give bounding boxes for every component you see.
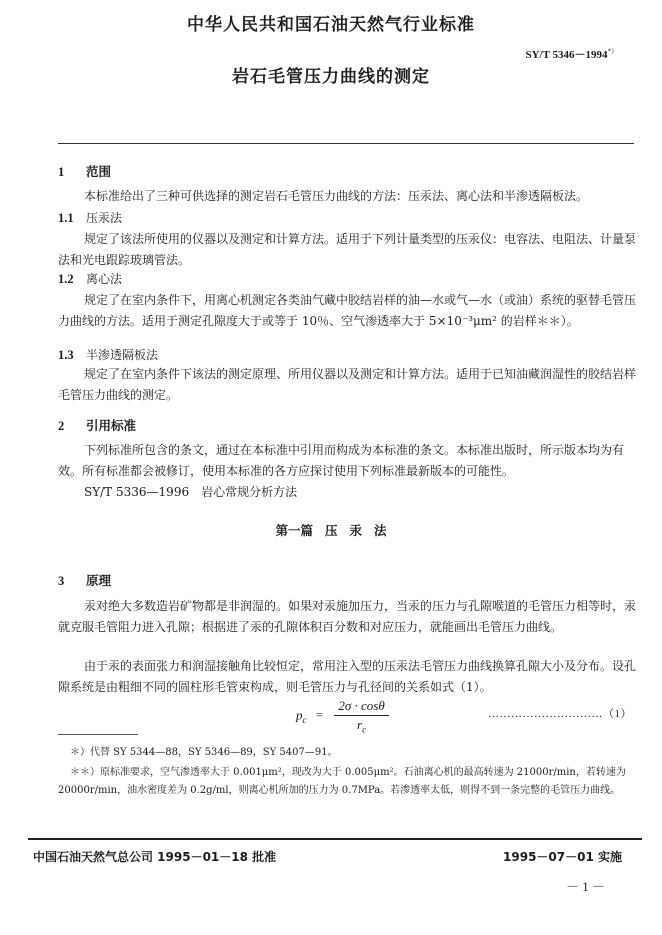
section-1-2-heading [58, 270, 122, 287]
section-3-paragraph-2: 由于汞的表面张力和润湿接触角比较恒定，常用注入型的压汞法毛管压力曲线换算孔隙大小及分布。设孔隙系统是由粗细不同的圆柱形毛管束构成，则毛管压力与孔径间的关系如式（1）。 [58, 659, 637, 694]
section-3-paragraph-1: 汞对绝大多数造岩矿物都是非润湿的。如果对汞施加压力，当汞的压力与孔隙喉道的毛管压力相等时，汞就克服毛管阻力进入孔隙；根据进了汞的孔隙体积百分数和对应压力，就能画出毛管压力曲线。 [58, 599, 637, 634]
part-label: 第一篇 [275, 523, 313, 538]
section-number: 1.2 [58, 272, 74, 286]
page-number: － 1 － [566, 879, 606, 894]
header-divider [58, 143, 634, 144]
section-title: 范围 [86, 164, 112, 179]
standard-category-title: 中华人民共和国石油天然气行业标准 [187, 15, 475, 35]
footer-divider [28, 838, 642, 840]
section-2-heading [58, 416, 136, 434]
footnote-2: ＊＊）原标准要求，空气渗透率大于 0.001μm²，现改为大于 0.005μm²。石油离心机的最高转速为 21000r/min，若转速为 20000r/min，油水密度差为 0.2g/ml，则离心机所加的压力为 0.7MPa。若渗透率太低，则得不到一条完整的毛管压力曲线。 [58, 767, 626, 796]
section-number: 3 [58, 574, 65, 588]
footnote-1: ＊）代替 SY 5344—88，SY 5346—89，SY 5407—91。 [70, 747, 338, 758]
formula-numerator: 2σ · cosθ [334, 698, 388, 716]
section-title: 压汞法 [86, 211, 123, 225]
approval-date: 中国石油天然气总公司 1995－01－18 批准 [33, 850, 277, 864]
formula-denominator [334, 716, 388, 735]
referenced-standard: SY/T 5336—1996 岩心常规分析方法 [84, 485, 298, 499]
formula-lhs: p [296, 707, 303, 723]
formula-equals: = [315, 707, 324, 723]
section-title: 半渗透隔板法 [86, 348, 159, 362]
section-number: 2 [58, 419, 65, 433]
formula-label [488, 705, 632, 721]
part-title-char: 压 [324, 523, 338, 538]
section-2-text: 下列标准所包含的条文，通过在本标准中引用而构成为本标准的条文。本标准出版时，所示版本均为有效。所有标准都会被修订，使用本标准的各方应探讨使用下列标准最新版本的可能性。 [58, 443, 625, 478]
implementation-date: 1995－07－01 实施 [503, 850, 622, 864]
section-1-intro: 本标准给出了三种可供选择的测定岩石毛管压力曲线的方法：压汞法、离心法和半渗透隔板法。 [84, 189, 589, 203]
part-1-title [0, 521, 662, 539]
section-number: 1 [58, 165, 65, 179]
footnote-divider [58, 734, 138, 735]
formula-denominator-var: r [357, 717, 363, 732]
formula-number: （1） [603, 708, 632, 720]
section-title: 原理 [86, 573, 112, 588]
section-1-1-heading [58, 209, 122, 226]
formula-lhs-subscript: c [302, 714, 307, 725]
standard-number-footnote-mark: *） [607, 47, 618, 56]
formula-denominator-subscript: c [362, 724, 367, 735]
section-number: 1.3 [58, 348, 74, 362]
section-title: 引用标准 [86, 418, 137, 433]
formula-dot-leader: ………………………… [488, 708, 603, 720]
section-1-3-heading [58, 346, 158, 363]
section-1-3-text: 规定了在室内条件下该法的测定原理、所用仪器以及测定和计算方法。适用于已知油藏润湿性的胶结岩样毛管压力曲线的测定。 [58, 367, 637, 402]
section-number: 1.1 [58, 211, 74, 225]
section-title: 离心法 [86, 272, 123, 286]
standard-number [525, 46, 618, 62]
formula-1 [296, 698, 389, 735]
part-title-char: 汞 [349, 523, 363, 538]
section-3-heading [58, 571, 111, 589]
standard-number-text: SY/T 5346－1994 [525, 49, 608, 61]
part-title-char: 法 [374, 523, 387, 538]
formula-fraction [334, 698, 388, 735]
section-1-1-text: 规定了该法所使用的仪器以及测定和计算方法。适用于下列计量类型的压汞仪：电容法、电阻法、计量泵法和光电跟踪玻璃管法。 [58, 232, 637, 267]
document-title: 岩石毛管压力曲线的测定 [232, 67, 430, 87]
section-1-2-text: 规定了在室内条件下，用离心机测定各类油气藏中胶结岩样的油—水或气—水（或油）系统的驱替毛管压力曲线的方法。适用于测定孔隙度大于或等于 10％、空气渗透率大于 5×10⁻³μm² 的岩样＊＊）。 [58, 293, 637, 328]
section-1-heading [58, 162, 111, 180]
